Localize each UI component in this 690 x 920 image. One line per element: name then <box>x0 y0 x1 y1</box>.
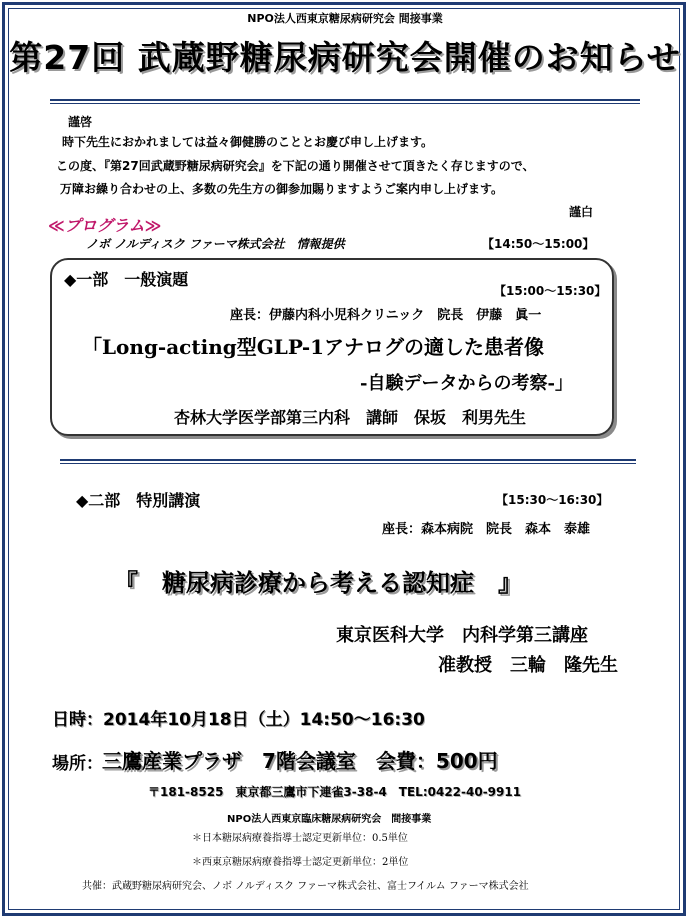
program-heading: ≪プログラム≫ <box>48 216 162 235</box>
part2-chair: 座長：森本病院 院長 森本 泰雄 <box>382 522 591 537</box>
part1-title: ◆一部 一般演題 <box>64 270 189 289</box>
greeting-line-2: この度、『第27回武蔵野糖尿病研究会』を下記の通り開催させて頂きたく存じますので、 <box>56 159 535 173</box>
event-date: 日時：2014年10月18日（土）14:50～16:30 <box>52 710 425 730</box>
part2-speaker-name: 准教授 三輪 隆先生 <box>438 655 618 676</box>
footer-cohosts: 共催：武蔵野糖尿病研究会、ノボ ノルディスク ファーマ株式会社、富士フイルム ファーマ株式会社 <box>82 881 529 892</box>
section-rule <box>60 459 636 461</box>
org-line: NPO法人西東京糖尿病研究会 間接事業 <box>247 12 443 25</box>
title-rule-thin <box>50 103 640 104</box>
greeting-line-1: 時下先生におかれましては益々御健勝のこととお慶び申し上げます。 <box>62 135 434 149</box>
greeting-opening: 謹啓 <box>68 115 93 129</box>
page-title: 第27回 武蔵野糖尿病研究会開催のお知らせ <box>9 38 681 77</box>
part1-time: 【15:00～15:30】 <box>494 284 607 298</box>
footer-credit-1: ＊日本糖尿病療養指導士認定更新単位：0.5単位 <box>192 833 408 844</box>
part2-title: ◆二部 特別講演 <box>76 491 201 510</box>
event-venue: 三鷹産業プラザ 7階会議室 会費：500円 <box>102 749 498 773</box>
section-rule-thin <box>60 463 636 464</box>
info-provider: ノボ ノルディスク ファーマ株式会社 情報提供 <box>86 237 345 251</box>
footer-organizer: NPO法人西東京臨床糖尿病研究会 間接事業 <box>227 814 432 825</box>
part1-talk-line-2: -自験データからの考察-」 <box>360 373 573 394</box>
greeting-closing: 謹白 <box>569 205 594 219</box>
event-address: 〒181-8525 東京都三鷹市下連雀3-38-4 TEL:0422-40-9911 <box>148 785 522 799</box>
part1-speaker: 杏林大学医学部第三内科 講師 保坂 利男先生 <box>174 408 527 427</box>
part1-chair: 座長：伊藤内科小児科クリニック 院長 伊藤 眞一 <box>230 308 542 323</box>
part2-talk: 『 糖尿病診療から考える認知症 』 <box>114 569 522 597</box>
footer-credit-2: ＊西東京糖尿病療養指導士認定更新単位：2単位 <box>192 857 409 868</box>
info-time: 【14:50～15:00】 <box>482 237 595 251</box>
event-venue-label: 場所： <box>52 754 103 774</box>
greeting-line-3: 万障お繰り合わせの上、多数の先生方の御参加賜りますようご案内申し上げます。 <box>60 182 504 196</box>
part2-speaker-affiliation: 東京医科大学 内科学第三講座 <box>336 625 588 646</box>
title-rule <box>50 99 640 101</box>
part2-time: 【15:30～16:30】 <box>496 493 609 507</box>
part1-talk-line-1: 「Long-acting型GLP-1アナログの適した患者像 <box>82 335 545 359</box>
